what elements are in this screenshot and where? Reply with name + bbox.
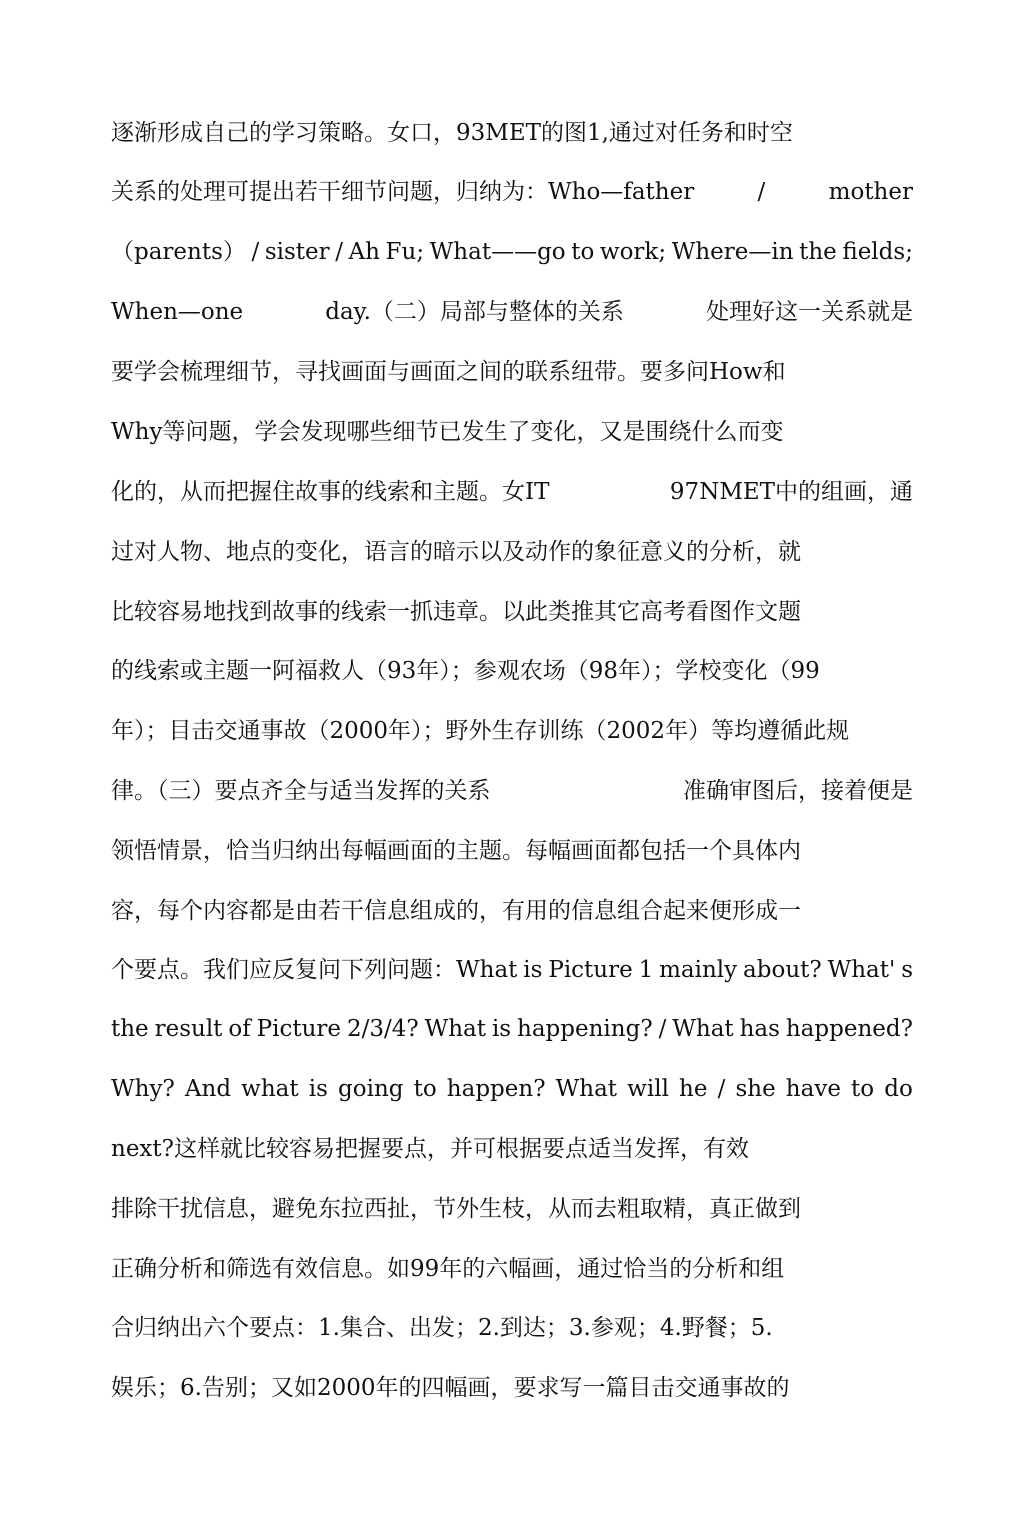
text-line-2 (111, 177, 913, 207)
text-line-8: 过对人物、地点的变化，语言的暗示以及动作的象征意义的分析，就 (111, 539, 801, 565)
text-segment: Ah (348, 239, 380, 265)
text-segment: What (555, 1076, 618, 1102)
text-line-12 (111, 776, 913, 806)
text-line-14: 容，每个内容都是由若干信息组成的，有用的信息组合起来便形成一 (111, 898, 801, 924)
text-segment: has (739, 1016, 780, 1042)
text-segment: 处理好这一关系就是 (706, 299, 913, 325)
text-segment: is (491, 1016, 512, 1042)
text-segment: Fu; (385, 239, 425, 265)
text-segment: / (717, 1076, 726, 1102)
text-segment: 2/3/4? (346, 1016, 419, 1042)
text-segment: do (884, 1076, 913, 1102)
text-line-7 (111, 477, 913, 507)
text-segment: work; (599, 239, 667, 265)
text-line-9: 比较容易地找到故事的线索一抓违章。以此类推其它高考看图作文题 (111, 599, 801, 625)
text-segment: will (627, 1076, 669, 1102)
text-segment: 化的，从而把握住故事的线索和主题。女IT (111, 479, 550, 505)
text-segment: What——go (429, 239, 566, 265)
text-line-3 (111, 237, 913, 267)
text-line-18: next?这样就比较容易把握要点，并可根据要点适当发挥，有效 (111, 1136, 749, 1162)
text-line-16 (111, 1014, 913, 1044)
text-line-15 (111, 955, 913, 985)
text-segment: （parents） (111, 239, 246, 265)
text-segment: What (672, 1016, 734, 1042)
text-segment: sister (264, 239, 330, 265)
text-segment: to (851, 1076, 875, 1102)
text-line-17 (111, 1074, 913, 1104)
text-segment: / (658, 1016, 667, 1042)
text-segment: is (523, 957, 543, 983)
text-line-22: 娱乐；6.告别；又如2000年的四幅画，要求写一篇目击交通事故的 (111, 1375, 790, 1401)
text-segment: 关系的处理可提出若干细节问题，归纳为：Who—father (111, 179, 695, 205)
text-line-5: 要学会梳理细节，寻找画面与画面之间的联系纽带。要多问How和 (111, 359, 786, 385)
text-segment: Where—in (671, 239, 794, 265)
text-line-4 (111, 297, 913, 327)
text-segment: 1 (638, 957, 654, 983)
text-segment: happened? (785, 1016, 913, 1042)
text-line-6: Why等问题，学会发现哪些细节已发生了变化，又是围绕什么而变 (111, 419, 784, 445)
text-line-20: 正确分析和筛选有效信息。如99年的六幅画，通过恰当的分析和组 (111, 1256, 785, 1282)
text-segment: happen? (446, 1076, 546, 1102)
text-segment: going (338, 1076, 404, 1102)
text-segment: the (799, 239, 837, 265)
text-segment: s (901, 957, 913, 983)
text-segment: / (335, 239, 343, 265)
text-segment: to (413, 1076, 437, 1102)
text-segment: / (757, 179, 766, 205)
text-segment: happening? (517, 1016, 653, 1042)
text-segment: Why? (111, 1076, 175, 1102)
text-segment: she (735, 1076, 776, 1102)
text-line-1: 逐渐形成自己的学习策略。女口，93MET的图1,通过对任务和时空 (111, 120, 793, 146)
text-segment: the (111, 1016, 149, 1042)
text-segment: have (785, 1076, 841, 1102)
text-segment: what (241, 1076, 299, 1102)
text-segment: is (308, 1076, 328, 1102)
text-segment: of (228, 1016, 251, 1042)
text-segment: day.（二）局部与整体的关系 (325, 299, 624, 325)
text-segment: mainly (659, 957, 738, 983)
text-segment: Picture (548, 957, 633, 983)
text-segment: mother (828, 179, 913, 205)
text-line-10: 的线索或主题一阿福救人（93年）；参观农场（98年）；学校变化（99 (111, 658, 820, 684)
text-segment: to (571, 239, 595, 265)
text-segment: fields; (842, 239, 913, 265)
text-segment: 97NMET中的组画，通 (669, 479, 913, 505)
text-segment: 律。（三）要点齐全与适当发挥的关系 (111, 778, 491, 804)
text-segment: 准确审图后，接着便是 (683, 778, 913, 804)
text-segment: And (184, 1076, 232, 1102)
text-segment: When—one (111, 299, 244, 325)
text-segment: What' (827, 957, 896, 983)
text-segment: Picture (256, 1016, 342, 1042)
text-segment: result (154, 1016, 223, 1042)
text-line-11: 年）；目击交通事故（2000年）；野外生存训练（2002年）等均遵循此规 (111, 718, 850, 744)
text-segment: / (251, 239, 260, 265)
text-segment: about? (743, 957, 822, 983)
text-line-13: 领悟情景，恰当归纳出每幅画面的主题。每幅画面都包括一个具体内 (111, 838, 801, 864)
text-segment: What (424, 1016, 487, 1042)
text-line-21: 合归纳出六个要点：1.集合、出发；2.到达；3.参观；4.野餐；5. (111, 1315, 773, 1341)
text-segment: 个要点。我们应反复问下列问题：What (111, 957, 518, 983)
text-line-19: 排除干扰信息，避免东拉西扯，节外生枝，从而去粗取精，真正做到 (111, 1196, 801, 1222)
text-segment: he (679, 1076, 708, 1102)
